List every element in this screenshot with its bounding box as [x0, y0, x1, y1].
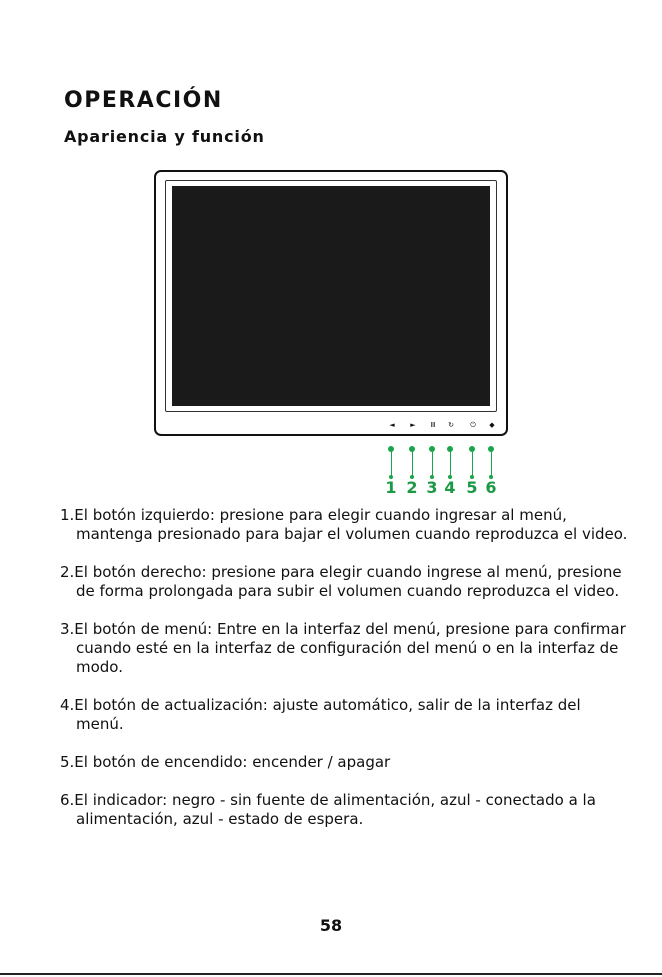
- monitor-diagram: [154, 170, 508, 436]
- menu-icon: Ⅲ: [430, 420, 436, 429]
- list-item-menu-button: 3.El botón de menú: Entre en la interfaz del menú, presione para confirmar cuando esté en la interfaz de configuración del menú o en la interfaz de modo.: [60, 620, 626, 676]
- list-item-indicator: 6.El indicador: negro - sin fuente de alimentación, azul - conectado a la alimentación, azul - estado de espera.: [60, 791, 596, 828]
- callout-leader-4: [447, 446, 453, 479]
- list-item-left-button: 1.El botón izquierdo: presione para elegir cuando ingresar al menú, mantenga presionado para bajar el volumen cuando reproduzca el video.: [60, 506, 628, 543]
- list-item-power-button: 5.El botón de encendido: encender / apagar: [60, 753, 391, 771]
- callout-number-5: 5: [466, 478, 478, 497]
- callout-leader-2: [409, 446, 415, 479]
- callout-number-4: 4: [444, 478, 456, 497]
- callout-leader-6: [488, 446, 494, 479]
- right-arrow-icon: ►: [410, 420, 416, 429]
- section-subtitle: Apariencia y función: [64, 127, 265, 146]
- callout-number-2: 2: [406, 478, 418, 497]
- page-bottom-rule: [0, 973, 662, 975]
- callout-number-1: 1: [385, 478, 397, 497]
- callout-leader-1: [388, 446, 394, 479]
- refresh-icon: ↻: [448, 420, 454, 429]
- list-item-right-button: 2.El botón derecho: presione para elegir cuando ingrese al menú, presione de forma prolongada para subir el volumen cuando reproduzca el video.: [60, 563, 622, 600]
- callout-leader-3: [429, 446, 435, 479]
- left-arrow-icon: ◄: [389, 420, 395, 429]
- callout-leader-5: [469, 446, 475, 479]
- page-title: OPERACIÓN: [64, 88, 223, 113]
- function-list: [60, 506, 630, 848]
- power-icon: ⏻: [470, 420, 476, 429]
- callout-number-3: 3: [426, 478, 438, 497]
- page-number: 58: [319, 916, 343, 935]
- callout-number-6: 6: [485, 478, 497, 497]
- list-item-refresh-button: 4.El botón de actualización: ajuste automático, salir de la interfaz del menú.: [60, 696, 581, 733]
- indicator-icon: ◆: [489, 420, 495, 429]
- monitor-screen: [172, 186, 490, 406]
